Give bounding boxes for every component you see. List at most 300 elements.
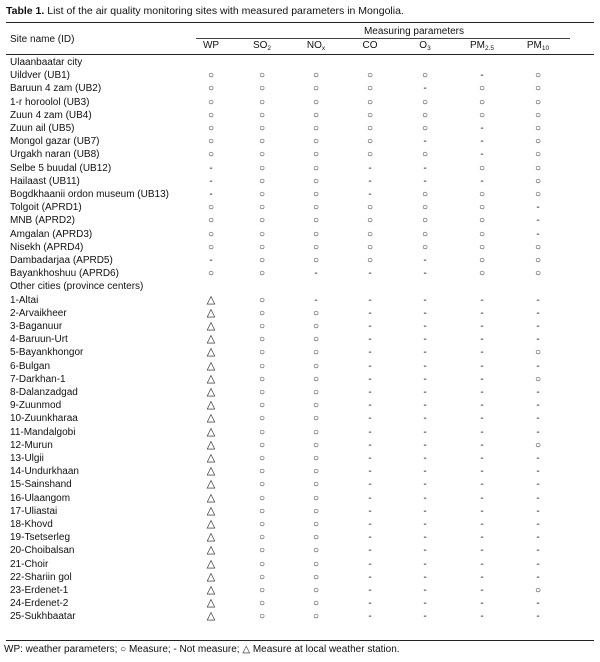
cell-pm25: ○ bbox=[478, 109, 486, 121]
cell-o3: - bbox=[423, 505, 427, 517]
cell-wp: △ bbox=[206, 610, 216, 623]
site-name-cell: 8-Dalanzadgad bbox=[10, 387, 78, 398]
cell-pm25: - bbox=[480, 149, 484, 161]
cell-wp: △ bbox=[206, 346, 216, 359]
cell-wp: ○ bbox=[207, 228, 215, 240]
cell-pm25: - bbox=[480, 321, 484, 332]
cell-co: ○ bbox=[366, 255, 374, 266]
table-row bbox=[0, 162, 600, 175]
column-header-pm10 bbox=[518, 40, 558, 55]
cell-co: - bbox=[368, 426, 372, 438]
cell-pm25: - bbox=[480, 519, 484, 530]
cell-nox: ○ bbox=[312, 255, 320, 266]
table-row bbox=[0, 399, 600, 412]
column-header-pm25-main: PM bbox=[469, 40, 485, 51]
cell-nox: ○ bbox=[312, 321, 320, 332]
cell-pm10: ○ bbox=[534, 268, 542, 280]
cell-so2: ○ bbox=[258, 611, 266, 623]
table-row bbox=[0, 267, 600, 280]
cell-so2: ○ bbox=[258, 321, 266, 332]
site-name-cell: Bayankhoshuu (APRD6) bbox=[10, 268, 119, 280]
cell-pm25: - bbox=[480, 505, 484, 517]
cell-co: ○ bbox=[366, 70, 374, 82]
cell-nox: ○ bbox=[312, 136, 320, 148]
site-name-cell: MNB (APRD2) bbox=[10, 215, 76, 227]
cell-wp: △ bbox=[206, 412, 216, 425]
cell-pm25: - bbox=[480, 545, 484, 557]
cell-co: ○ bbox=[366, 123, 374, 134]
cell-so2: ○ bbox=[258, 255, 266, 266]
cell-wp: △ bbox=[206, 293, 216, 306]
cell-nox: ○ bbox=[312, 189, 320, 200]
cell-o3: - bbox=[423, 162, 427, 174]
cell-so2: ○ bbox=[258, 373, 266, 385]
cell-co: - bbox=[368, 479, 372, 491]
cell-pm25: - bbox=[480, 136, 484, 148]
cell-wp: △ bbox=[206, 518, 216, 530]
cell-pm10: ○ bbox=[534, 83, 542, 95]
cell-o3: - bbox=[423, 387, 427, 398]
cell-wp: - bbox=[209, 189, 213, 200]
site-name-cell: 15-Sainshand bbox=[10, 479, 72, 491]
cell-so2: ○ bbox=[258, 492, 266, 504]
cell-wp: △ bbox=[206, 333, 216, 346]
cell-nox: ○ bbox=[312, 545, 320, 557]
cell-pm10: - bbox=[536, 360, 540, 372]
cell-wp: - bbox=[209, 175, 213, 187]
cell-so2: ○ bbox=[258, 360, 266, 372]
cell-o3: - bbox=[423, 598, 427, 610]
cell-so2: ○ bbox=[258, 162, 266, 174]
cell-nox: ○ bbox=[312, 585, 320, 596]
cell-o3: - bbox=[423, 413, 427, 425]
table-row bbox=[0, 214, 600, 227]
table-row bbox=[0, 69, 600, 82]
cell-pm25: - bbox=[480, 492, 484, 504]
cell-wp: - bbox=[209, 255, 213, 266]
table-row bbox=[0, 373, 600, 386]
cell-pm25: ○ bbox=[478, 268, 486, 280]
cell-pm10: - bbox=[536, 519, 540, 530]
table-row bbox=[0, 531, 600, 544]
cell-pm25: - bbox=[480, 400, 484, 412]
cell-nox: - bbox=[314, 268, 318, 280]
cell-nox: ○ bbox=[312, 466, 320, 478]
cell-o3: - bbox=[423, 545, 427, 557]
cell-pm25: - bbox=[480, 294, 484, 306]
cell-so2: ○ bbox=[258, 558, 266, 570]
cell-o3: - bbox=[423, 585, 427, 596]
cell-wp: △ bbox=[206, 557, 216, 570]
cell-nox: ○ bbox=[312, 387, 320, 398]
cell-so2: ○ bbox=[258, 241, 266, 253]
column-header-co-main: CO bbox=[362, 40, 378, 51]
site-name-cell: 3-Baganuur bbox=[10, 321, 63, 332]
table-row bbox=[0, 228, 600, 241]
site-name-cell: 9-Zuunmod bbox=[10, 400, 62, 412]
cell-nox: ○ bbox=[312, 598, 320, 610]
cell-so2: ○ bbox=[258, 479, 266, 491]
cell-nox: ○ bbox=[312, 558, 320, 570]
cell-pm10: ○ bbox=[534, 585, 542, 596]
group-row bbox=[0, 56, 600, 69]
cell-nox: ○ bbox=[312, 611, 320, 623]
cell-co: - bbox=[368, 466, 372, 478]
cell-so2: ○ bbox=[258, 347, 266, 359]
cell-co: - bbox=[368, 571, 372, 583]
cell-pm25: - bbox=[480, 175, 484, 187]
cell-so2: ○ bbox=[258, 83, 266, 95]
cell-nox: ○ bbox=[312, 453, 320, 464]
cell-pm10: - bbox=[536, 202, 540, 214]
table-row bbox=[0, 452, 600, 465]
cell-pm10: - bbox=[536, 387, 540, 398]
cell-so2: ○ bbox=[258, 466, 266, 478]
cell-nox: ○ bbox=[312, 571, 320, 583]
cell-o3: ○ bbox=[421, 228, 429, 240]
cell-co: - bbox=[368, 598, 372, 610]
table-row bbox=[0, 175, 600, 188]
cell-nox: ○ bbox=[312, 519, 320, 530]
cell-so2: ○ bbox=[258, 215, 266, 227]
cell-wp: ○ bbox=[207, 109, 215, 121]
cell-pm25: - bbox=[480, 373, 484, 385]
cell-pm25: - bbox=[480, 611, 484, 623]
table-row bbox=[0, 135, 600, 148]
table-row bbox=[0, 597, 600, 610]
cell-o3: - bbox=[423, 294, 427, 306]
cell-o3: ○ bbox=[421, 215, 429, 227]
cell-co: - bbox=[368, 307, 372, 319]
cell-co: ○ bbox=[366, 83, 374, 95]
table-row bbox=[0, 544, 600, 557]
site-name-cell: Tolgoit (APRD1) bbox=[10, 202, 82, 214]
cell-o3: ○ bbox=[421, 123, 429, 134]
site-name-cell: Uildver (UB1) bbox=[10, 70, 71, 82]
cell-nox: ○ bbox=[312, 439, 320, 451]
cell-wp: ○ bbox=[207, 123, 215, 134]
cell-nox: ○ bbox=[312, 109, 320, 121]
column-header-nox bbox=[296, 40, 336, 55]
cell-wp: △ bbox=[206, 452, 216, 464]
table-caption bbox=[6, 5, 404, 18]
site-name-cell: Hailaast (UB11) bbox=[10, 175, 80, 187]
column-header-wp bbox=[191, 40, 231, 52]
cell-nox: ○ bbox=[312, 413, 320, 425]
cell-pm25: ○ bbox=[478, 202, 486, 214]
cell-o3: - bbox=[423, 360, 427, 372]
cell-co: ○ bbox=[366, 136, 374, 148]
cell-pm10: - bbox=[536, 532, 540, 544]
cell-o3: ○ bbox=[421, 202, 429, 214]
cell-pm25: - bbox=[480, 360, 484, 372]
column-header-so2-main: SO bbox=[252, 40, 268, 51]
cell-so2: ○ bbox=[258, 175, 266, 187]
site-name-cell: Zuun 4 zam (UB4) bbox=[10, 109, 92, 121]
cell-co: ○ bbox=[366, 202, 374, 214]
column-header-o3-sub: 3 bbox=[427, 45, 431, 52]
cell-o3: - bbox=[423, 268, 427, 280]
table-row bbox=[0, 109, 600, 122]
cell-o3: - bbox=[423, 479, 427, 491]
cell-o3: ○ bbox=[421, 149, 429, 161]
cell-so2: ○ bbox=[258, 598, 266, 610]
site-name-cell: Baruun 4 zam (UB2) bbox=[10, 83, 102, 95]
cell-wp: △ bbox=[206, 491, 216, 504]
cell-co: ○ bbox=[366, 96, 374, 108]
cell-wp: △ bbox=[206, 359, 216, 372]
cell-wp: △ bbox=[206, 531, 216, 544]
column-header-o3-main: O bbox=[419, 40, 428, 51]
cell-pm10: - bbox=[536, 228, 540, 240]
cell-pm25: - bbox=[480, 426, 484, 438]
cell-pm25: - bbox=[480, 558, 484, 570]
cell-co: - bbox=[368, 360, 372, 372]
cell-pm25: - bbox=[480, 598, 484, 610]
cell-nox: ○ bbox=[312, 505, 320, 517]
cell-co: ○ bbox=[366, 149, 374, 161]
table-row bbox=[0, 465, 600, 478]
cell-nox: ○ bbox=[312, 307, 320, 319]
table-row bbox=[0, 478, 600, 491]
cell-o3: - bbox=[423, 347, 427, 359]
site-name-cell: 23-Erdenet-1 bbox=[10, 585, 69, 596]
site-name-cell: 5-Bayankhongor bbox=[10, 347, 84, 359]
cell-co: - bbox=[368, 453, 372, 464]
cell-pm25: ○ bbox=[478, 241, 486, 253]
cell-nox: ○ bbox=[312, 241, 320, 253]
cell-o3: - bbox=[423, 492, 427, 504]
caption-text: List of the air quality monitoring sites with measured parameters in Mongolia. bbox=[44, 5, 404, 17]
site-name-cell: 24-Erdenet-2 bbox=[10, 598, 69, 610]
caption-label: Table 1. bbox=[6, 5, 45, 17]
cell-so2: ○ bbox=[258, 387, 266, 398]
table-row bbox=[0, 584, 600, 597]
cell-pm10: - bbox=[536, 466, 540, 478]
cell-wp: ○ bbox=[207, 241, 215, 253]
cell-wp: ○ bbox=[207, 202, 215, 214]
cell-pm25: - bbox=[480, 466, 484, 478]
cell-nox: ○ bbox=[312, 96, 320, 108]
cell-pm25: - bbox=[480, 571, 484, 583]
cell-nox: ○ bbox=[312, 162, 320, 174]
site-name-cell: Nisekh (APRD4) bbox=[10, 241, 84, 253]
cell-pm10: ○ bbox=[534, 136, 542, 148]
group-label: Other cities (province centers) bbox=[10, 281, 144, 293]
site-name-cell: 20-Choibalsan bbox=[10, 545, 75, 557]
table-row bbox=[0, 201, 600, 214]
cell-co: - bbox=[368, 162, 372, 174]
cell-so2: ○ bbox=[258, 228, 266, 240]
cell-wp: △ bbox=[206, 465, 216, 478]
site-name-cell: 10-Zuunkharaa bbox=[10, 413, 78, 425]
cell-co: - bbox=[368, 347, 372, 359]
cell-o3: - bbox=[423, 532, 427, 544]
cell-pm10: - bbox=[536, 294, 540, 306]
cell-pm10: - bbox=[536, 598, 540, 610]
cell-wp: △ bbox=[206, 478, 216, 491]
column-header-o3 bbox=[405, 40, 445, 55]
cell-pm10: - bbox=[536, 215, 540, 227]
site-name-cell: 4-Baruun-Urt bbox=[10, 334, 68, 346]
column-header-co bbox=[350, 40, 390, 52]
cell-pm10: ○ bbox=[534, 70, 542, 82]
cell-wp: △ bbox=[206, 597, 216, 610]
cell-nox: ○ bbox=[312, 360, 320, 372]
cell-so2: ○ bbox=[258, 334, 266, 346]
cell-wp: ○ bbox=[207, 149, 215, 161]
cell-so2: ○ bbox=[258, 268, 266, 280]
cell-pm10: ○ bbox=[534, 347, 542, 359]
site-name-cell: 16-Ulaangom bbox=[10, 492, 71, 504]
cell-pm25: - bbox=[480, 453, 484, 464]
column-header-pm25 bbox=[462, 40, 502, 55]
cell-o3: - bbox=[423, 321, 427, 332]
table-row bbox=[0, 386, 600, 399]
cell-so2: ○ bbox=[258, 413, 266, 425]
table-row bbox=[0, 571, 600, 584]
cell-wp: △ bbox=[206, 570, 216, 583]
cell-nox: ○ bbox=[312, 123, 320, 134]
measuring-underline bbox=[196, 38, 570, 39]
table-row bbox=[0, 294, 600, 307]
cell-co: - bbox=[368, 294, 372, 306]
cell-pm25: - bbox=[480, 123, 484, 134]
column-header-so2 bbox=[242, 40, 282, 55]
group-row bbox=[0, 280, 600, 293]
cell-pm25: - bbox=[480, 347, 484, 359]
cell-pm25: - bbox=[480, 334, 484, 346]
cell-nox: ○ bbox=[312, 228, 320, 240]
cell-so2: ○ bbox=[258, 109, 266, 121]
table-row bbox=[0, 439, 600, 452]
table-row bbox=[0, 346, 600, 359]
cell-nox: ○ bbox=[312, 202, 320, 214]
cell-pm10: ○ bbox=[534, 175, 542, 187]
site-name-cell: 22-Shariin gol bbox=[10, 571, 72, 583]
cell-so2: ○ bbox=[258, 123, 266, 134]
site-name-cell: 25-Sukhbaatar bbox=[10, 611, 76, 623]
table-row bbox=[0, 254, 600, 267]
site-name-cell: Selbe 5 buudal (UB12) bbox=[10, 162, 112, 174]
site-name-cell: 21-Choir bbox=[10, 558, 49, 570]
cell-pm10: - bbox=[536, 413, 540, 425]
cell-pm10: - bbox=[536, 334, 540, 346]
cell-pm10: ○ bbox=[534, 109, 542, 121]
site-name-cell: Mongol gazar (UB7) bbox=[10, 136, 100, 148]
cell-pm25: ○ bbox=[478, 83, 486, 95]
cell-wp: △ bbox=[206, 438, 216, 451]
cell-pm25: ○ bbox=[478, 96, 486, 108]
table-row bbox=[0, 412, 600, 425]
table-row bbox=[0, 241, 600, 254]
cell-so2: ○ bbox=[258, 70, 266, 82]
cell-so2: ○ bbox=[258, 96, 266, 108]
cell-so2: ○ bbox=[258, 294, 266, 306]
table-row bbox=[0, 122, 600, 135]
cell-co: - bbox=[368, 400, 372, 412]
cell-wp: △ bbox=[206, 386, 216, 398]
cell-o3: ○ bbox=[421, 109, 429, 121]
cell-pm10: ○ bbox=[534, 439, 542, 451]
cell-pm10: - bbox=[536, 307, 540, 319]
cell-so2: ○ bbox=[258, 426, 266, 438]
cell-nox: ○ bbox=[312, 492, 320, 504]
cell-o3: - bbox=[423, 453, 427, 464]
cell-so2: ○ bbox=[258, 571, 266, 583]
site-name-cell: Dambadarjaa (APRD5) bbox=[10, 255, 113, 266]
cell-pm10: ○ bbox=[534, 149, 542, 161]
cell-wp: - bbox=[209, 162, 213, 174]
table-row bbox=[0, 492, 600, 505]
cell-o3: - bbox=[423, 571, 427, 583]
table-row bbox=[0, 518, 600, 531]
cell-pm25: - bbox=[480, 307, 484, 319]
cell-o3: ○ bbox=[421, 241, 429, 253]
cell-so2: ○ bbox=[258, 149, 266, 161]
cell-co: ○ bbox=[366, 241, 374, 253]
cell-so2: ○ bbox=[258, 519, 266, 530]
cell-pm10: ○ bbox=[534, 96, 542, 108]
cell-wp: △ bbox=[206, 372, 216, 385]
site-name-cell: Zuun ail (UB5) bbox=[10, 123, 75, 134]
site-name-cell: 14-Undurkhaan bbox=[10, 466, 79, 478]
site-name-header: Site name (ID) bbox=[10, 34, 75, 45]
cell-wp: △ bbox=[206, 425, 216, 438]
cell-pm25: - bbox=[480, 70, 484, 82]
cell-wp: ○ bbox=[207, 96, 215, 108]
cell-pm10: - bbox=[536, 492, 540, 504]
table-row bbox=[0, 426, 600, 439]
cell-so2: ○ bbox=[258, 453, 266, 464]
cell-nox: ○ bbox=[312, 426, 320, 438]
table-row bbox=[0, 320, 600, 333]
cell-nox: ○ bbox=[312, 347, 320, 359]
cell-pm25: ○ bbox=[478, 215, 486, 227]
cell-co: - bbox=[368, 532, 372, 544]
cell-nox: ○ bbox=[312, 149, 320, 161]
cell-co: ○ bbox=[366, 109, 374, 121]
site-name-cell: 1-Altai bbox=[10, 294, 39, 306]
column-header-wp-main: WP bbox=[202, 40, 220, 51]
cell-so2: ○ bbox=[258, 189, 266, 200]
column-header-pm25-sub: 2.5 bbox=[484, 45, 495, 52]
cell-pm10: - bbox=[536, 558, 540, 570]
cell-pm10: - bbox=[536, 479, 540, 491]
cell-nox: ○ bbox=[312, 532, 320, 544]
cell-co: - bbox=[368, 175, 372, 187]
cell-co: - bbox=[368, 189, 372, 200]
cell-o3: - bbox=[423, 426, 427, 438]
bottom-rule bbox=[6, 640, 594, 641]
cell-pm10: ○ bbox=[534, 123, 542, 134]
cell-pm10: ○ bbox=[534, 373, 542, 385]
top-rule bbox=[6, 22, 594, 23]
table-row bbox=[0, 558, 600, 571]
cell-co: - bbox=[368, 492, 372, 504]
site-name-cell: Bogdkhaanii ordon museum (UB13) bbox=[10, 189, 169, 200]
cell-pm10: - bbox=[536, 611, 540, 623]
cell-nox: ○ bbox=[312, 400, 320, 412]
cell-co: - bbox=[368, 387, 372, 398]
column-header-pm10-main: PM bbox=[526, 40, 542, 51]
site-name-cell: 19-Tsetserleg bbox=[10, 532, 71, 544]
site-name-cell: 11-Mandalgobi bbox=[10, 426, 76, 438]
header-rule bbox=[6, 54, 594, 55]
site-name-cell: 7-Darkhan-1 bbox=[10, 373, 66, 385]
cell-co: - bbox=[368, 373, 372, 385]
site-name-cell: 12-Murun bbox=[10, 439, 53, 451]
